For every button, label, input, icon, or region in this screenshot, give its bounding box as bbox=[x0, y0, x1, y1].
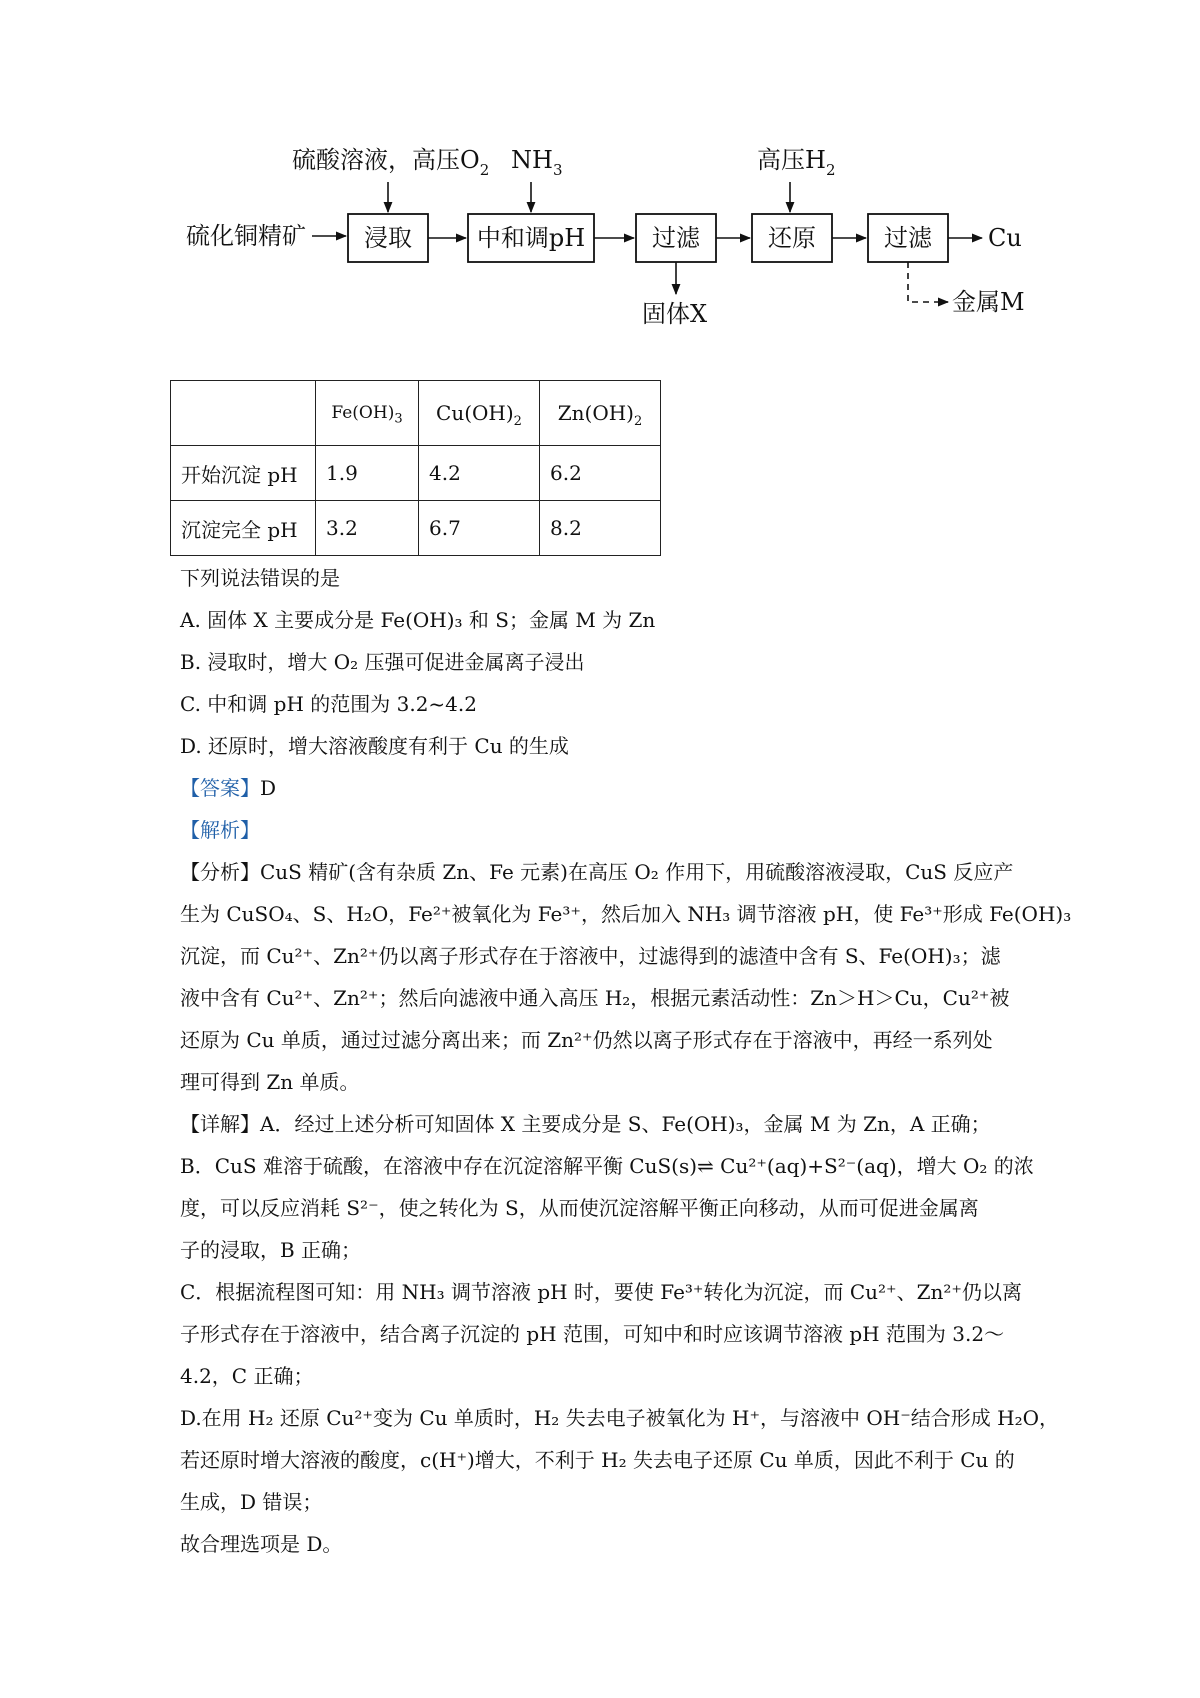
table-row bbox=[171, 446, 661, 501]
xiangjie-line: C．根据流程图可知：用 NH₃ 调节溶液 pH 时，要使 Fe³⁺转化为沉淀，而 Cu²⁺、Zn²⁺仍以离 bbox=[180, 1280, 1022, 1304]
table-cell: 6.7 bbox=[419, 501, 540, 556]
product-copper: Cu bbox=[988, 224, 1022, 252]
fenxi-line: 沉淀，而 Cu²⁺、Zn²⁺仍以离子形式存在于溶液中，过滤得到的滤渣中含有 S、Fe(OH)₃；滤 bbox=[180, 944, 1001, 968]
xiangjie-line: 若还原时增大溶液的酸度，c(H⁺)增大，不利于 H₂ 失去电子还原 Cu 单质，因此不利于 Cu 的 bbox=[180, 1448, 1015, 1472]
table-header-cell: $Zn(OH)_2$ bbox=[540, 381, 661, 446]
xiangjie-line: 子形式存在于溶液中，结合离子沉淀的 pH 范围，可知中和时应该调节溶液 pH 范围为 3.2～ bbox=[180, 1322, 1005, 1346]
answer-line bbox=[180, 767, 1030, 809]
table-header-row bbox=[171, 381, 661, 446]
row-label: 沉淀完全 pH bbox=[171, 501, 316, 556]
step-leach: 浸取 bbox=[364, 224, 412, 252]
question-block bbox=[180, 557, 1030, 851]
xiangjie-line: 度，可以反应消耗 S²⁻，使之转化为 S，从而使沉淀溶解平衡正向移动，从而可促进金属离 bbox=[180, 1196, 979, 1220]
analysis-heading bbox=[180, 809, 1030, 851]
reagent-ammonia: $NH_3$ bbox=[511, 146, 563, 179]
fenxi-line: 生为 CuSO₄、S、H₂O，Fe²⁺被氧化为 Fe³⁺，然后加入 NH₃ 调节溶液 pH，使 Fe³⁺形成 Fe(OH)₃ bbox=[180, 902, 1072, 926]
question-stem: 下列说法错误的是 bbox=[180, 566, 340, 590]
xiangjie-line: B．CuS 难溶于硫酸，在溶液中存在沉淀溶解平衡 CuS(s)⇌ Cu²⁺(aq)+S²⁻(aq)，增大 O₂ 的浓 bbox=[180, 1154, 1034, 1178]
fenxi-section bbox=[180, 851, 1072, 1103]
option-a: A. 固体 X 主要成分是 Fe(OH)₃ 和 S；金属 M 为 Zn bbox=[180, 608, 656, 632]
table-cell: 6.2 bbox=[540, 446, 661, 501]
option-b: B. 浸取时，增大 O₂ 压强可促进金属离子浸出 bbox=[180, 650, 585, 674]
step-neutralize: 中和调pH bbox=[476, 224, 586, 252]
input-ore: 硫化铜精矿 bbox=[186, 222, 306, 250]
xiangjie-section bbox=[180, 1103, 1060, 1565]
xiangjie-line: 【详解】A．经过上述分析可知固体 X 主要成分是 S、Fe(OH)₃，金属 M 为 Zn，A 正确； bbox=[180, 1112, 991, 1136]
option-c: C. 中和调 pH 的范围为 3.2~4.2 bbox=[180, 692, 477, 716]
xiangjie-line: 生成，D 错误； bbox=[180, 1490, 323, 1514]
table-header-cell: $Cu(OH)_2$ bbox=[419, 381, 540, 446]
byproduct-solid-x: 固体X bbox=[642, 300, 708, 328]
fenxi-tag: 【分析】 bbox=[180, 860, 260, 884]
step-reduce: 还原 bbox=[768, 224, 816, 252]
table-cell: 1.9 bbox=[316, 446, 419, 501]
fenxi-line: 液中含有 Cu²⁺、Zn²⁺；然后向滤液中通入高压 H₂，根据元素活动性：Zn＞H＞Cu，Cu²⁺被 bbox=[180, 986, 1010, 1010]
table-cell: 8.2 bbox=[540, 501, 661, 556]
xiangjie-line: D.在用 H₂ 还原 Cu²⁺变为 Cu 单质时，H₂ 失去电子被氧化为 H⁺，与溶液中 OH⁻结合形成 H₂O， bbox=[180, 1406, 1060, 1430]
table-header-cell bbox=[171, 381, 316, 446]
analysis-tag: 【解析】 bbox=[180, 818, 260, 842]
table-header-cell: $Fe(OH)_3$ bbox=[316, 381, 419, 446]
dashed-line-to-metal-m bbox=[908, 262, 938, 302]
step-filter-2: 过滤 bbox=[884, 224, 932, 252]
fenxi-line: 还原为 Cu 单质，通过过滤分离出来；而 Zn²⁺仍然以离子形式存在于溶液中，再经一系列处 bbox=[180, 1028, 993, 1052]
answer-tag: 【答案】 bbox=[180, 776, 260, 800]
xiangjie-line: 子的浸取，B 正确； bbox=[180, 1238, 362, 1262]
option-d: D. 还原时，增大溶液酸度有利于 Cu 的生成 bbox=[180, 734, 569, 758]
fenxi-line: 【分析】CuS 精矿(含有杂质 Zn、Fe 元素)在高压 O₂ 作用下，用硫酸溶液浸取，CuS 反应产 bbox=[180, 860, 1014, 884]
xiangjie-line: 4.2，C 正确； bbox=[180, 1364, 314, 1388]
step-filter-1: 过滤 bbox=[652, 224, 700, 252]
precipitation-ph-table bbox=[170, 380, 661, 556]
answer-value: D bbox=[260, 776, 277, 800]
table-row bbox=[171, 501, 661, 556]
row-label: 开始沉淀 pH bbox=[171, 446, 316, 501]
process-flowchart bbox=[0, 0, 1200, 330]
byproduct-metal-m: 金属M bbox=[952, 288, 1025, 316]
table-cell: 4.2 bbox=[419, 446, 540, 501]
reagent-hydrogen: 高压$H_2$ bbox=[757, 146, 836, 179]
xiangjie-line: 故合理选项是 D。 bbox=[180, 1532, 343, 1556]
xiangjie-tag: 【详解】 bbox=[180, 1112, 260, 1136]
fenxi-line: 理可得到 Zn 单质。 bbox=[180, 1070, 360, 1094]
reagent-sulfuric-oxygen: 硫酸溶液，高压$O_2$ bbox=[292, 146, 490, 179]
table-cell: 3.2 bbox=[316, 501, 419, 556]
